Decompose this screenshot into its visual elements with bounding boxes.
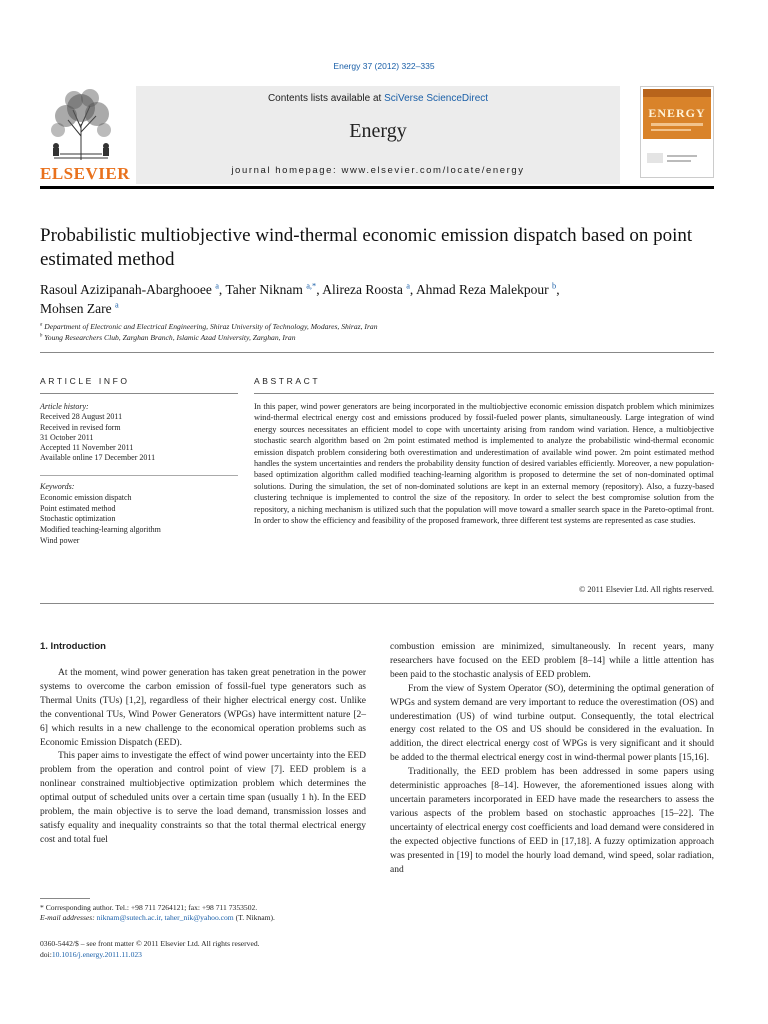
- keywords-label: Keywords:: [40, 482, 75, 491]
- journal-name: Energy: [349, 120, 407, 142]
- abstract-heading: ABSTRACT: [254, 376, 321, 386]
- author-name: Mohsen Zare: [40, 301, 112, 316]
- issn-block: [40, 939, 366, 960]
- abstract-bottom-rule: [40, 603, 714, 604]
- history-item: Received in revised form: [40, 422, 121, 432]
- contents-line: [136, 93, 620, 104]
- affil-text: Department of Electronic and Electrical Engineering, Shiraz University of Technology, Modares, Shiraz, Iran: [44, 322, 378, 331]
- copyright-line: © 2011 Elsevier Ltd. All rights reserved.: [578, 585, 714, 594]
- journal-homepage[interactable]: journal homepage: www.elsevier.com/locate/energy: [231, 165, 525, 176]
- article-info-rule: [40, 393, 238, 394]
- author-name: Rasoul Azizipanah-Abarghooee: [40, 282, 212, 297]
- journal-cover-icon: [641, 87, 713, 177]
- keyword-item: Point estimated method: [40, 503, 116, 513]
- keyword-item: Economic emission dispatch: [40, 492, 132, 502]
- article-history: [40, 402, 238, 464]
- contents-prefix: Contents lists available at: [267, 93, 385, 104]
- body-column-left: [40, 667, 366, 848]
- email-label: E-mail addresses:: [40, 913, 97, 923]
- keywords: [40, 482, 238, 547]
- journal-banner: [136, 86, 620, 184]
- body-paragraph: Traditionally, the EED problem has been addressed in some papers using deterministic approaches [8–14]. However, the aforementioned issues along with uncertain parameters incorporated in EED have made the researchers to assess the various aspects of the problem based on stochastic approaches [15–22]. The uncertainty of electrical energy cost coefficients and load demand were considered in the expected objective functions of EED in [17,18]. A fuzzy optimization approach was presented in [19] to model the hourly load demand, wind speed, solar radiation, and: [390, 767, 714, 875]
- email-links[interactable]: niknam@sutech.ac.ir, taher_nik@yahoo.com: [96, 913, 234, 923]
- corresponding-author-note: * Corresponding author. Tel.: +98 711 7264121; fax: +98 711 7353502.: [40, 903, 258, 912]
- sciencedirect-link[interactable]: SciVerse ScienceDirect: [384, 93, 489, 104]
- footnote-rule: [40, 898, 90, 899]
- body-paragraph: combustion emission are minimized, simultaneously. In recent years, many researchers have focused on the EED problem [8–14] while a little attention has been paid to the stochastic analysis of EED problem.: [390, 642, 714, 680]
- issn-line: 0360-5442/$ – see front matter © 2011 Elsevier Ltd. All rights reserved.: [40, 939, 260, 948]
- affil-sup: b: [40, 333, 43, 339]
- history-item: Accepted 11 November 2011: [40, 443, 134, 453]
- email-suffix: (T. Niknam).: [233, 913, 275, 923]
- email-note: [40, 913, 366, 923]
- author-name: Alireza Roosta: [322, 282, 403, 297]
- body-column-right: [390, 641, 714, 877]
- doi-label: doi:: [40, 949, 52, 959]
- elsevier-logo: [40, 84, 130, 184]
- footnote: [40, 903, 366, 923]
- keyword-item: Wind power: [40, 535, 80, 545]
- body-paragraph: From the view of System Operator (SO), determining the optimal generation of WPGs and system demand are very important to reduce the overestimation (OS) and underestimation (US) of wind turbine output. Consequently, the total electrical energy cost related to the OS and US should be considered in the evaluation. In addition, the direct electrical energy cost of WPGs is very significant and it should be added to the thermal electrical energy cost in wind-thermal power plants [15,16].: [390, 683, 714, 764]
- doi-link[interactable]: 10.1016/j.energy.2011.11.023: [51, 949, 142, 959]
- doi-line: [40, 950, 366, 961]
- author-list: Rasoul Azizipanah-Abarghooee $^a$, Taher Niknam $^{a,*}$, Alireza Roosta $^a$, Ahmad Reza Malekpour $^b$, Mohsen Zare $^a$: [40, 281, 560, 316]
- author-affil-sup[interactable]: a: [215, 281, 219, 291]
- author-affil-sup[interactable]: a,*: [306, 281, 317, 291]
- history-item: Available online 17 December 2011: [40, 453, 156, 463]
- article-info-heading: ARTICLE INFO: [40, 376, 130, 386]
- elsevier-wordmark: ELSEVIER: [40, 164, 130, 183]
- affil-text: Young Researchers Club, Zarghan Branch, Islamic Azad University, Zarghan, Iran: [44, 333, 296, 342]
- author-affil-sup[interactable]: b: [552, 281, 557, 291]
- history-item: 31 October 2011: [40, 432, 94, 442]
- journal-citation[interactable]: Energy 37 (2012) 322–335: [333, 61, 435, 71]
- cover-title: ENERGY: [648, 106, 706, 120]
- author-name: Taher Niknam: [225, 282, 303, 297]
- author-affil-sup[interactable]: a: [114, 300, 119, 310]
- article-title: Probabilistic multiobjective wind-thermal economic emission dispatch based on point estimated method: [40, 225, 693, 270]
- body-paragraph: At the moment, wind power generation has taken great penetration in the power systems to overcome the carbon emission of fossil-fuel type generators such as Thermal Units (TUs) [1,2], regardless of their higher electrical energy cost. Unlike the conventional TUs, Wind Power Generators (WPGs) have intermittent nature [2–6] which results in a new challenge to the economical operation problems such as Economic Emission Dispatch (EED).: [40, 668, 366, 748]
- abstract-rule: [254, 393, 714, 394]
- affiliation-item: [40, 332, 720, 343]
- affiliation-item: [40, 321, 720, 332]
- author-name: Ahmad Reza Malekpour: [415, 282, 549, 297]
- affil-sup: a: [40, 322, 43, 328]
- header-rule: [40, 186, 714, 189]
- history-item: Received 28 August 2011: [40, 412, 123, 422]
- section-rule: [40, 352, 714, 353]
- affiliations: [40, 321, 720, 343]
- history-label: Article history:: [40, 402, 89, 411]
- author-affil-sup[interactable]: a: [406, 281, 410, 291]
- keyword-item: Stochastic optimization: [40, 514, 116, 524]
- keyword-item: Modified teaching-learning algorithm: [40, 525, 161, 535]
- body-paragraph: This paper aims to investigate the effect of wind power uncertainty into the EED problem from the operation and control point of view [7]. EED problem is a nonlinear constrained multiobjective optimization problem which determines the optimal output of scheduled units over a certain time span (usually 1 h). In the EED problem, the main objective is to serve the load demand, transmission losses and satisfy equality and inequality constraints so that the total thermal electrical energy cost and total fuel: [40, 751, 366, 845]
- abstract-text: In this paper, wind power generators are being incorporated in the multiobjective economic emission dispatch problem which minimizes wind-thermal electrical energy cost and emissions produced by fossil-fueled power plants, simultaneously. Large integration of wind energy sources necessitates an efficient model to cope with uncertainty arising from random wind variation. Hence, a multiobjective stochastic search algorithm based on 2m point estimated method is implemented to analyze the probabilistic wind-thermal economic emission dispatch problem considering both overestimation and underestimation of available wind power. 2m point estimated method handles the system uncertainties and renders the probability density function of desired variables efficiently. Moreover, a new population-based optimization algorithm called modified teaching-learning algorithm is proposed to determine the set of non-dominated optimal solutions. During the simulation, the set of non-dominated solutions are kept in an external memory (repository). Also, a fuzzy-based clustering technique is implemented to control the size of the repository. In order to select the best compromise solution from the repository, a niching mechanism is utilized such that the population will move toward a smaller search space in the Pareto-optimal front. In order to show the efficiency and feasibility of the proposed framework, three different test systems are represented as case studies.: [254, 402, 714, 526]
- journal-cover-thumbnail: [640, 86, 714, 178]
- keywords-rule: [40, 475, 238, 476]
- elsevier-tree-icon: [40, 84, 122, 162]
- introduction-heading: 1. Introduction: [40, 641, 106, 652]
